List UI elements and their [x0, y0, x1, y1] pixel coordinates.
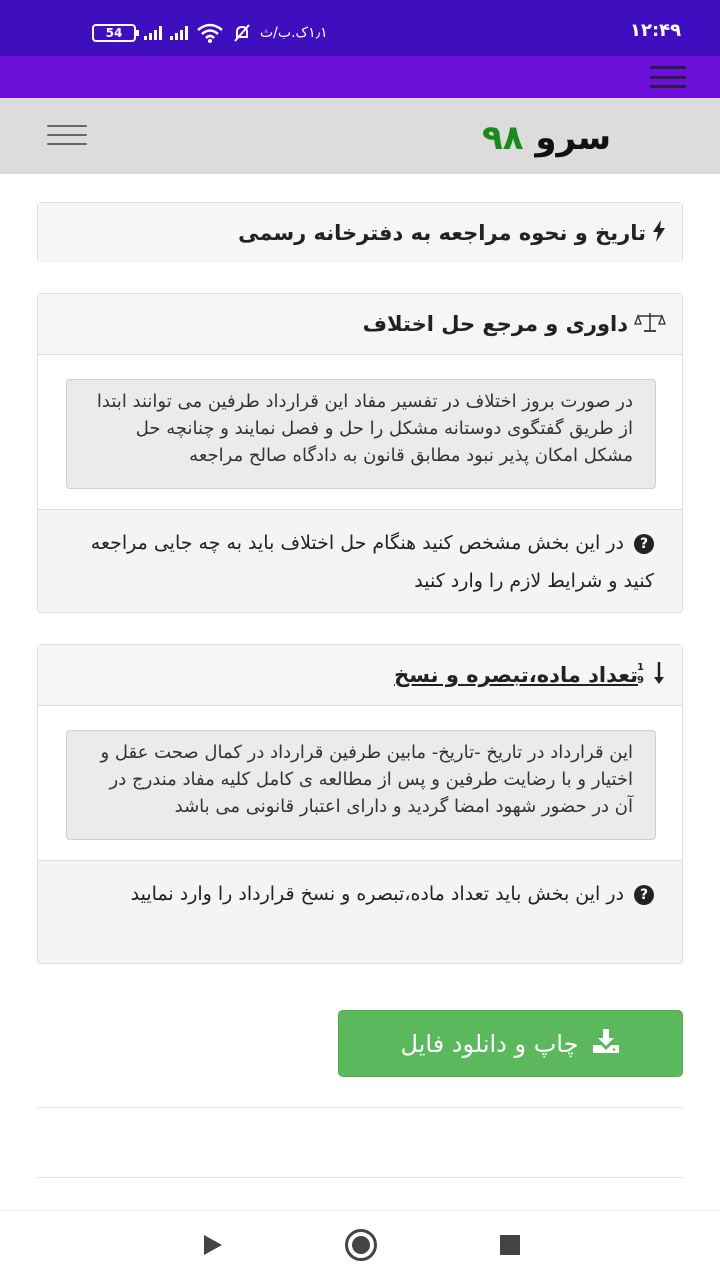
- bolt-icon: [652, 220, 666, 247]
- logo-number: ۹۸: [482, 118, 524, 158]
- card-body: [38, 705, 682, 861]
- site-header: [0, 98, 720, 174]
- question-icon: ?: [634, 885, 654, 905]
- clock: ۱۲:۴۹: [630, 20, 682, 41]
- scale-icon: [634, 311, 666, 338]
- divider: [37, 1177, 683, 1178]
- muted-bell-icon: [232, 23, 252, 43]
- divider: [37, 1107, 683, 1108]
- network-speed: ۱٫۱ک.ب/ث: [260, 25, 328, 41]
- download-icon: [592, 1029, 620, 1059]
- menu-icon[interactable]: [47, 125, 87, 145]
- arbitration-textarea[interactable]: در صورت بروز اختلاف در تفسیر مفاد این قرارداد طرفین می توانند ابتدا از طریق گفتگوی دوستانه مشکل را حل و فصل نمایند و چنانچه حل مشکل امکان پذیر نبود مطابق قانون به دادگاه صالح مراجعه: [66, 379, 656, 489]
- card-office-visit[interactable]: [37, 202, 683, 263]
- card-header[interactable]: [38, 294, 682, 354]
- wifi-icon: [196, 23, 224, 43]
- recent-apps-icon[interactable]: [500, 1235, 520, 1255]
- signal-icon: [144, 26, 162, 40]
- card-arbitration: [37, 293, 683, 613]
- help-text: [38, 861, 682, 925]
- status-icons: [92, 20, 328, 46]
- battery-icon: 54: [92, 24, 136, 42]
- card-articles-count: [37, 644, 683, 964]
- logo-word: سرو: [535, 118, 612, 158]
- question-icon: ?: [634, 534, 654, 554]
- help-label: در این بخش باید تعداد ماده،تبصره و نسخ قرارداد را وارد نمایید: [130, 883, 624, 905]
- svg-text:9: 9: [637, 674, 644, 686]
- card-body: [38, 354, 682, 510]
- logo[interactable]: [482, 118, 611, 158]
- system-nav-bar: [0, 1210, 720, 1280]
- card-title: داوری و مرجع حل اختلاف: [362, 312, 628, 336]
- print-download-label: چاپ و دانلود فایل: [400, 1029, 579, 1058]
- help-text: [38, 510, 682, 612]
- card-title[interactable]: تعداد ماده،تبصره و نسخ: [394, 663, 638, 687]
- back-icon[interactable]: [204, 1235, 222, 1255]
- sort-numeric-icon: [637, 660, 666, 691]
- help-label: در این بخش مشخص کنید هنگام حل اختلاف باید به چه جایی مراجعه کنید و شرایط لازم را وارد کنید: [90, 532, 654, 592]
- home-icon[interactable]: [345, 1229, 377, 1261]
- signal-icon-2: [170, 26, 188, 40]
- articles-textarea[interactable]: این قرارداد در تاریخ -تاریخ- مابین طرفین قرارداد در کمال صحت عقل و اختیار و با رضایت طرفین و پس از مطالعه ی کامل کلیه مفاد مندرج در آن در حضور شهود امضا گردید و دارای اعتبار قانونی می باشد: [66, 730, 656, 840]
- card-title: تاریخ و نحوه مراجعه به دفترخانه رسمی: [238, 221, 646, 245]
- status-bar: [0, 0, 720, 56]
- card-header[interactable]: [38, 203, 682, 263]
- print-download-button[interactable]: [338, 1010, 683, 1077]
- top-bar: [0, 56, 720, 98]
- top-menu-icon[interactable]: [650, 66, 686, 88]
- card-header[interactable]: [38, 645, 682, 705]
- svg-text:1: 1: [637, 661, 644, 673]
